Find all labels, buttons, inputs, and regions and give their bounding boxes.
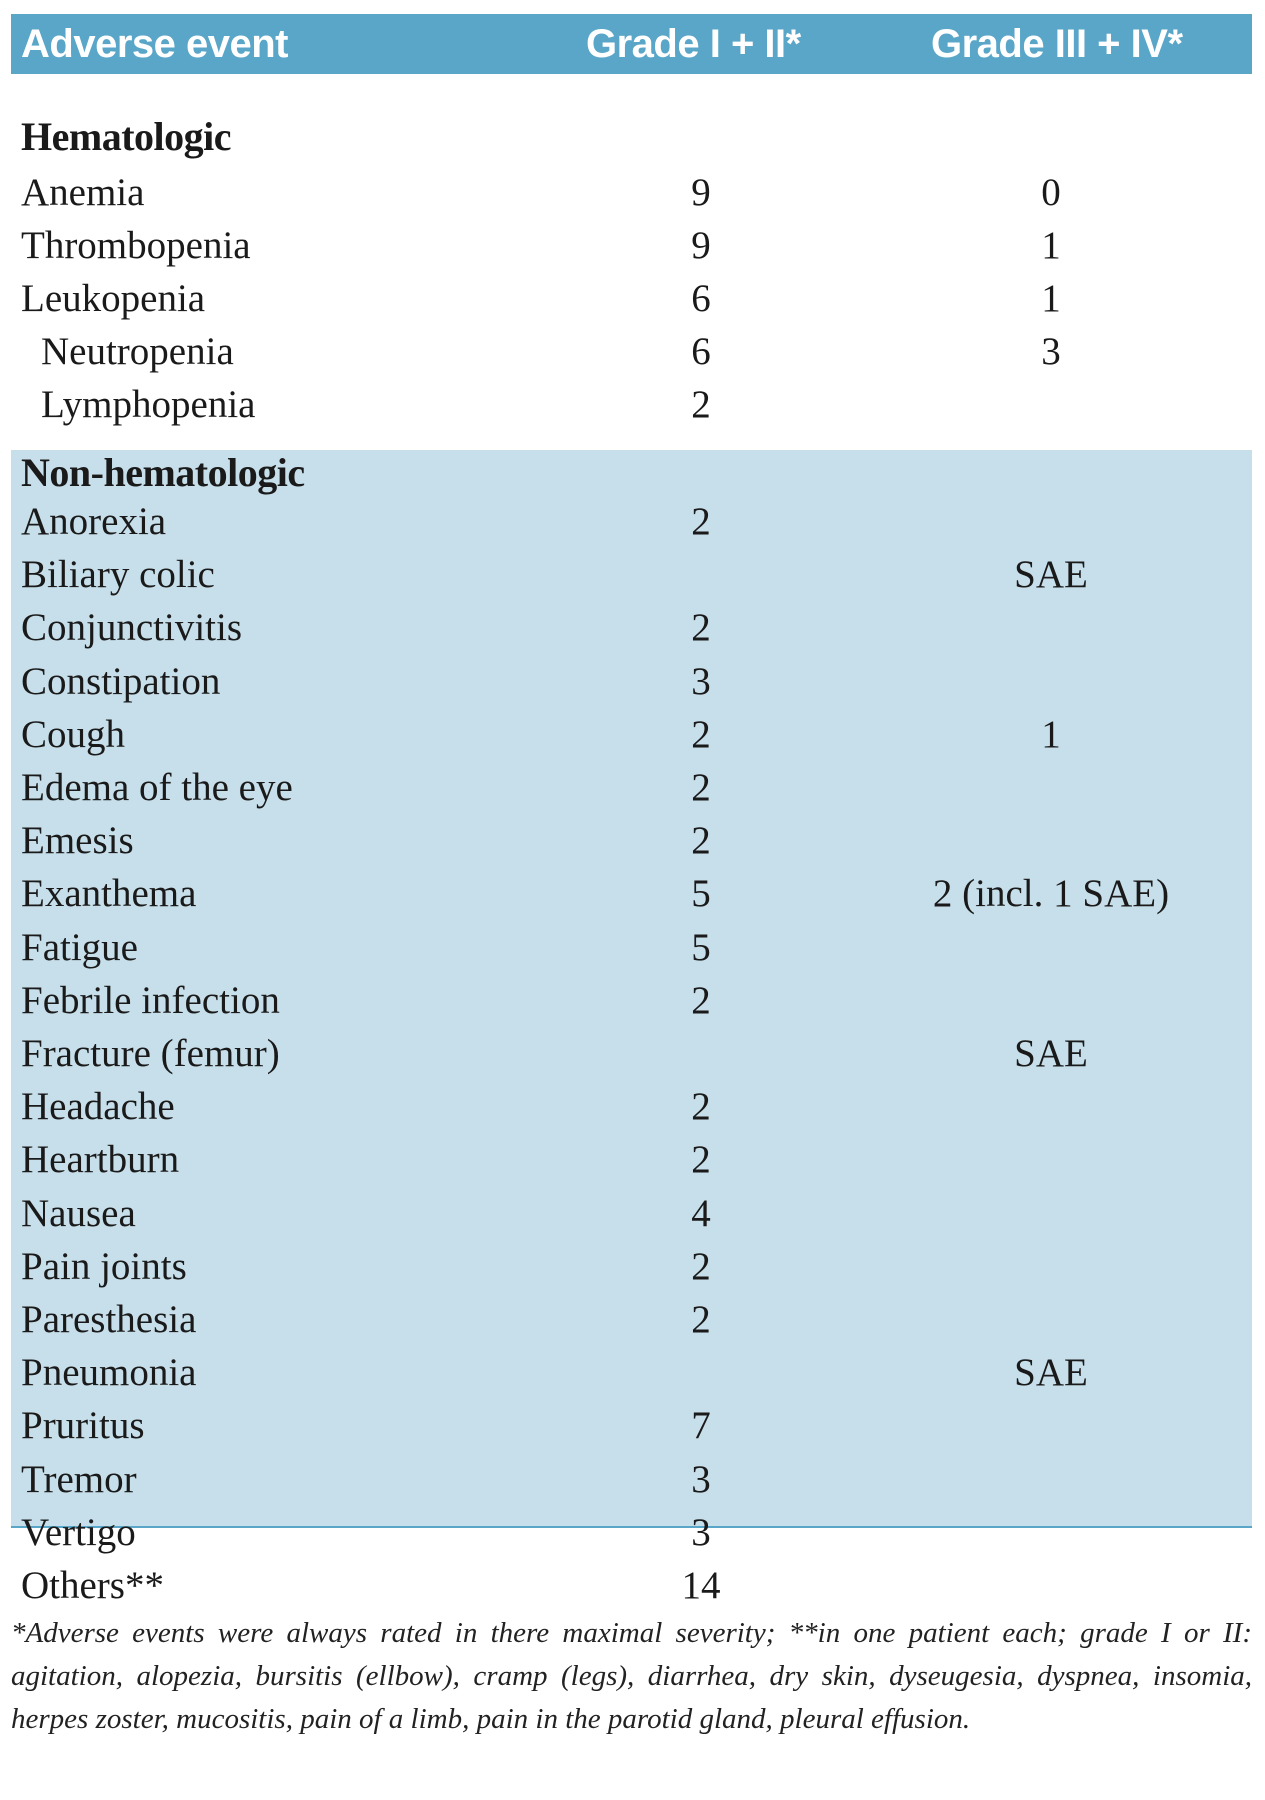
header-grade-3-4: Grade III + IV*	[931, 22, 1183, 66]
cell-grade-1-2: 2	[691, 712, 711, 756]
table-row	[11, 655, 1252, 708]
cell-adverse-event: Emesis	[21, 819, 134, 863]
cell-grade-3-4: 3	[1041, 330, 1061, 373]
table-row	[11, 1187, 1252, 1240]
cell-grade-1-2: 5	[691, 872, 711, 916]
cell-adverse-event: Neutropenia	[41, 330, 234, 373]
table-row	[11, 1293, 1252, 1346]
cell-grade-1-2: 2	[691, 819, 711, 863]
cell-grade-1-2: 14	[681, 1564, 721, 1607]
table-row	[11, 708, 1252, 761]
cell-adverse-event: Anemia	[21, 171, 145, 214]
table-row	[11, 272, 1252, 325]
cell-adverse-event: Fatigue	[21, 925, 138, 969]
adverse-events-table	[11, 14, 1252, 1607]
cell-grade-3-4: 0	[1041, 171, 1061, 214]
cell-grade-1-2: 6	[691, 330, 711, 373]
table-row	[11, 761, 1252, 814]
cell-adverse-event: Thrombopenia	[21, 224, 251, 267]
table-header-row	[11, 14, 1252, 74]
cell-adverse-event: Headache	[21, 1085, 175, 1129]
table-row	[11, 1346, 1252, 1399]
cell-grade-1-2: 2	[691, 978, 711, 1022]
header-adverse-event: Adverse event	[21, 22, 288, 66]
cell-adverse-event: Fracture (femur)	[21, 1032, 280, 1075]
table-row	[11, 1399, 1252, 1452]
cell-adverse-event: Heartburn	[21, 1138, 180, 1182]
cell-grade-1-2: 2	[691, 1138, 711, 1182]
cell-adverse-event: Pruritus	[21, 1404, 145, 1448]
cell-adverse-event: Constipation	[21, 659, 221, 703]
cell-grade-1-2: 2	[691, 766, 711, 809]
cell-grade-1-2: 2	[691, 606, 711, 650]
cell-grade-1-2: 4	[691, 1191, 711, 1235]
cell-adverse-event: Pain joints	[21, 1244, 187, 1288]
table-row	[11, 921, 1252, 974]
cell-grade-1-2: 3	[691, 659, 711, 703]
cell-adverse-event: Edema of the eye	[21, 766, 293, 809]
table-row	[11, 867, 1252, 920]
table-row	[11, 1453, 1252, 1506]
table-row	[11, 166, 1252, 219]
cell-grade-1-2: 9	[691, 171, 711, 214]
cell-adverse-event: Febrile infection	[21, 978, 280, 1022]
table-row	[11, 601, 1252, 654]
section-title-hematologic: Hematologic	[21, 114, 231, 159]
table-row	[11, 548, 1252, 601]
cell-adverse-event: Vertigo	[21, 1510, 136, 1554]
cell-grade-1-2: 3	[691, 1510, 711, 1554]
cell-grade-1-2: 2	[691, 383, 711, 426]
section-title-non-hematologic: Non-hematologic	[21, 450, 305, 495]
header-grade-1-2: Grade I + II*	[586, 22, 801, 66]
table-row	[11, 219, 1252, 272]
section-hematologic	[11, 74, 1252, 450]
cell-grade-3-4: 2 (incl. 1 SAE)	[932, 872, 1170, 916]
table-row	[11, 1133, 1252, 1186]
cell-grade-1-2: 2	[691, 1298, 711, 1341]
cell-adverse-event: Cough	[21, 712, 126, 756]
cell-adverse-event: Nausea	[21, 1191, 136, 1235]
cell-grade-1-2: 2	[691, 500, 711, 543]
cell-adverse-event: Leukopenia	[21, 277, 206, 320]
cell-grade-1-2: 2	[691, 1085, 711, 1129]
section-non-hematologic	[11, 450, 1252, 1607]
cell-adverse-event: Biliary colic	[21, 553, 215, 597]
cell-grade-1-2: 7	[691, 1404, 711, 1448]
cell-adverse-event: Pneumonia	[21, 1351, 197, 1395]
cell-adverse-event: Exanthema	[21, 872, 197, 916]
table-footnote: *Adverse events were always rated in there maximal severity; **in one patient each; grade I or II: agitation, alopezia, bursitis (ellbow), cramp (legs), diarrhea, dry skin, dyseugesia, dyspnea, insomia, herpes zoster, mucositis, pain of a limb, pain in the parotid gland, pleural effusion.	[11, 1617, 1252, 1735]
cell-grade-3-4: SAE	[1014, 1032, 1088, 1075]
cell-grade-1-2: 9	[691, 224, 711, 267]
cell-grade-1-2: 3	[691, 1457, 711, 1501]
table-row	[11, 814, 1252, 867]
cell-adverse-event: Tremor	[21, 1457, 137, 1501]
cell-grade-3-4: 1	[1041, 224, 1061, 267]
cell-adverse-event: Paresthesia	[21, 1298, 197, 1341]
cell-grade-1-2: 5	[691, 925, 711, 969]
table-row	[11, 378, 1252, 431]
table-row	[11, 1506, 1252, 1559]
cell-adverse-event: Lymphopenia	[41, 383, 256, 426]
cell-adverse-event: Others**	[21, 1564, 164, 1607]
cell-grade-1-2: 2	[691, 1244, 711, 1288]
cell-grade-3-4: 1	[1041, 277, 1061, 320]
table-row	[11, 1080, 1252, 1133]
cell-grade-3-4: SAE	[1014, 553, 1088, 597]
table-row	[11, 1240, 1252, 1293]
cell-adverse-event: Conjunctivitis	[21, 606, 243, 650]
cell-adverse-event: Anorexia	[21, 500, 167, 543]
table-row	[11, 1027, 1252, 1080]
table-row	[11, 974, 1252, 1027]
cell-grade-1-2: 6	[691, 277, 711, 320]
table-row	[11, 495, 1252, 548]
cell-grade-3-4: SAE	[1014, 1351, 1088, 1395]
cell-grade-3-4: 1	[1041, 712, 1061, 756]
table-row	[11, 1559, 1252, 1612]
table-row	[11, 325, 1252, 378]
